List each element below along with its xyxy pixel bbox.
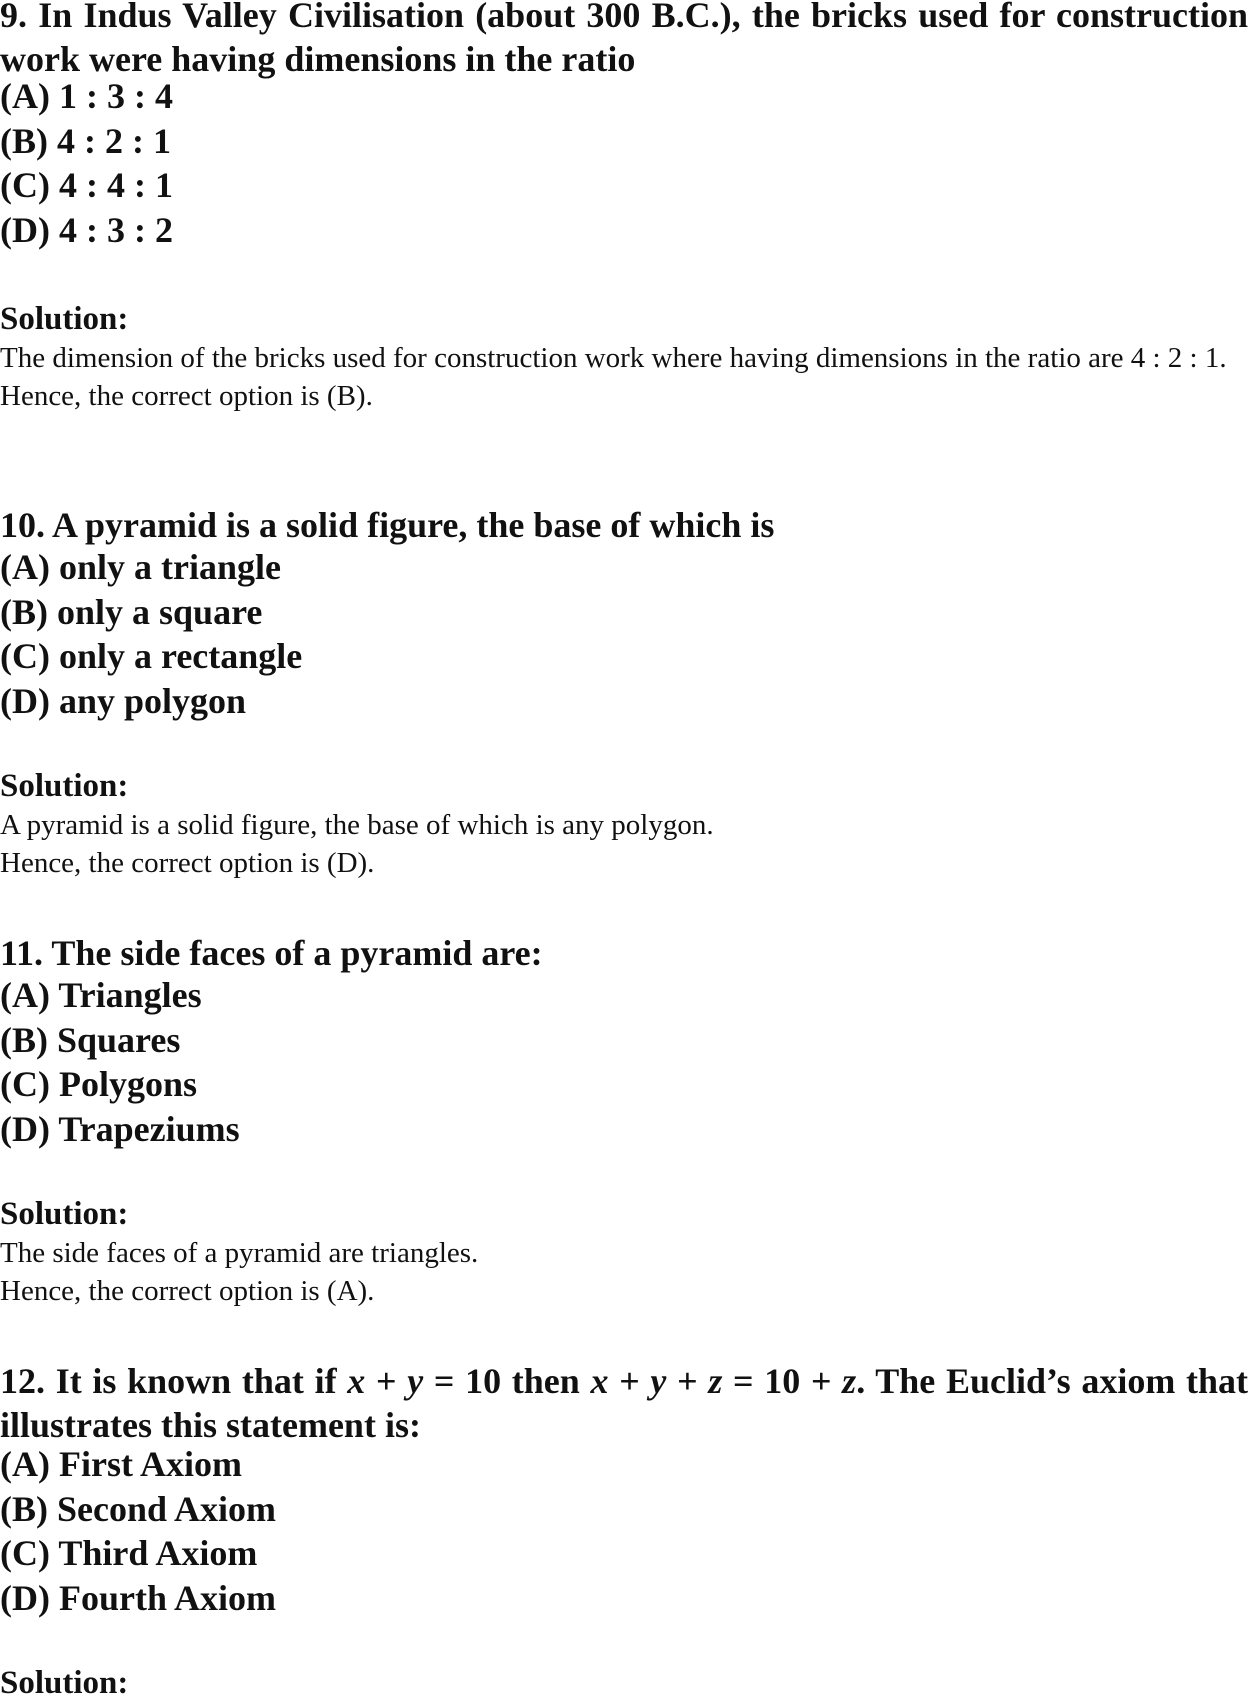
option-b: (B) only a square (0, 591, 263, 632)
solution-heading: Solution: (0, 1665, 129, 1701)
options-10 (0, 545, 1248, 723)
question-text-part: = 10 then (423, 1361, 591, 1401)
option-a: (A) 1 : 3 : 4 (0, 76, 173, 116)
question-10 (0, 503, 1248, 547)
question-text: 9. In Indus Valley Civilisation (about 300 B.C.), the bricks used for construction work were having dimensions in the ratio (0, 0, 1248, 79)
question-text (0, 1359, 1248, 1447)
solution-heading: Solution: (0, 301, 129, 337)
solution-heading: Solution: (0, 1196, 129, 1232)
option-a: (A) First Axiom (0, 1444, 242, 1484)
answer-line: Hence, the correct option is (A). (0, 1275, 375, 1307)
option-a: (A) only a triangle (0, 547, 281, 587)
option-d: (D) Fourth Axiom (0, 1577, 276, 1618)
options-11 (0, 973, 1248, 1151)
variable-y: y (407, 1361, 424, 1401)
question-text-part: 12. It is known that if (0, 1361, 348, 1401)
option-c: (C) only a rectangle (0, 636, 303, 677)
solution-10 (0, 766, 1248, 882)
solution-heading: Solution: (0, 768, 129, 804)
answer-line: Hence, the correct option is (B). (0, 380, 373, 412)
option-c: (C) 4 : 4 : 1 (0, 165, 173, 206)
option-d: (D) Trapeziums (0, 1108, 240, 1149)
options-12 (0, 1442, 1248, 1620)
option-b: (B) Second Axiom (0, 1488, 277, 1529)
question-11 (0, 931, 1248, 975)
question-text-part: + (608, 1361, 651, 1401)
option-a: (A) Triangles (0, 975, 202, 1015)
variable-y: y (650, 1361, 667, 1401)
solution-text: The dimension of the bricks used for construction work where having dimensions in the ratio are 4 : 2 : 1. (0, 342, 1227, 374)
solution-text: The side faces of a pyramid are triangles. (0, 1237, 479, 1269)
question-9 (0, 0, 1248, 81)
option-b: (B) 4 : 2 : 1 (0, 120, 171, 161)
option-d: (D) 4 : 3 : 2 (0, 209, 173, 250)
solution-11 (0, 1194, 1248, 1310)
option-b: (B) Squares (0, 1019, 181, 1060)
option-d: (D) any polygon (0, 680, 247, 721)
options-9 (0, 74, 1248, 252)
answer-line: Hence, the correct option is (D). (0, 847, 375, 879)
variable-x: x (347, 1361, 366, 1401)
question-text-part: + (365, 1361, 408, 1401)
question-text: 11. The side faces of a pyramid are: (0, 933, 543, 973)
question-text: 10. A pyramid is a solid figure, the base of which is (0, 505, 775, 545)
question-text-part: = 10 + (722, 1361, 843, 1401)
variable-z: z (708, 1361, 723, 1401)
solution-12 (0, 1663, 1248, 1703)
option-c: (C) Polygons (0, 1064, 197, 1105)
question-12 (0, 1359, 1248, 1447)
variable-x: x (590, 1361, 609, 1401)
solution-text: A pyramid is a solid figure, the base of which is any polygon. (0, 809, 714, 841)
option-c: (C) Third Axiom (0, 1533, 258, 1574)
question-text-part: + (666, 1361, 709, 1401)
solution-9 (0, 299, 1248, 415)
question-text-part: . The Euclid’s axiom that illustrates this statement is: (0, 1361, 1249, 1445)
variable-z: z (842, 1361, 857, 1401)
